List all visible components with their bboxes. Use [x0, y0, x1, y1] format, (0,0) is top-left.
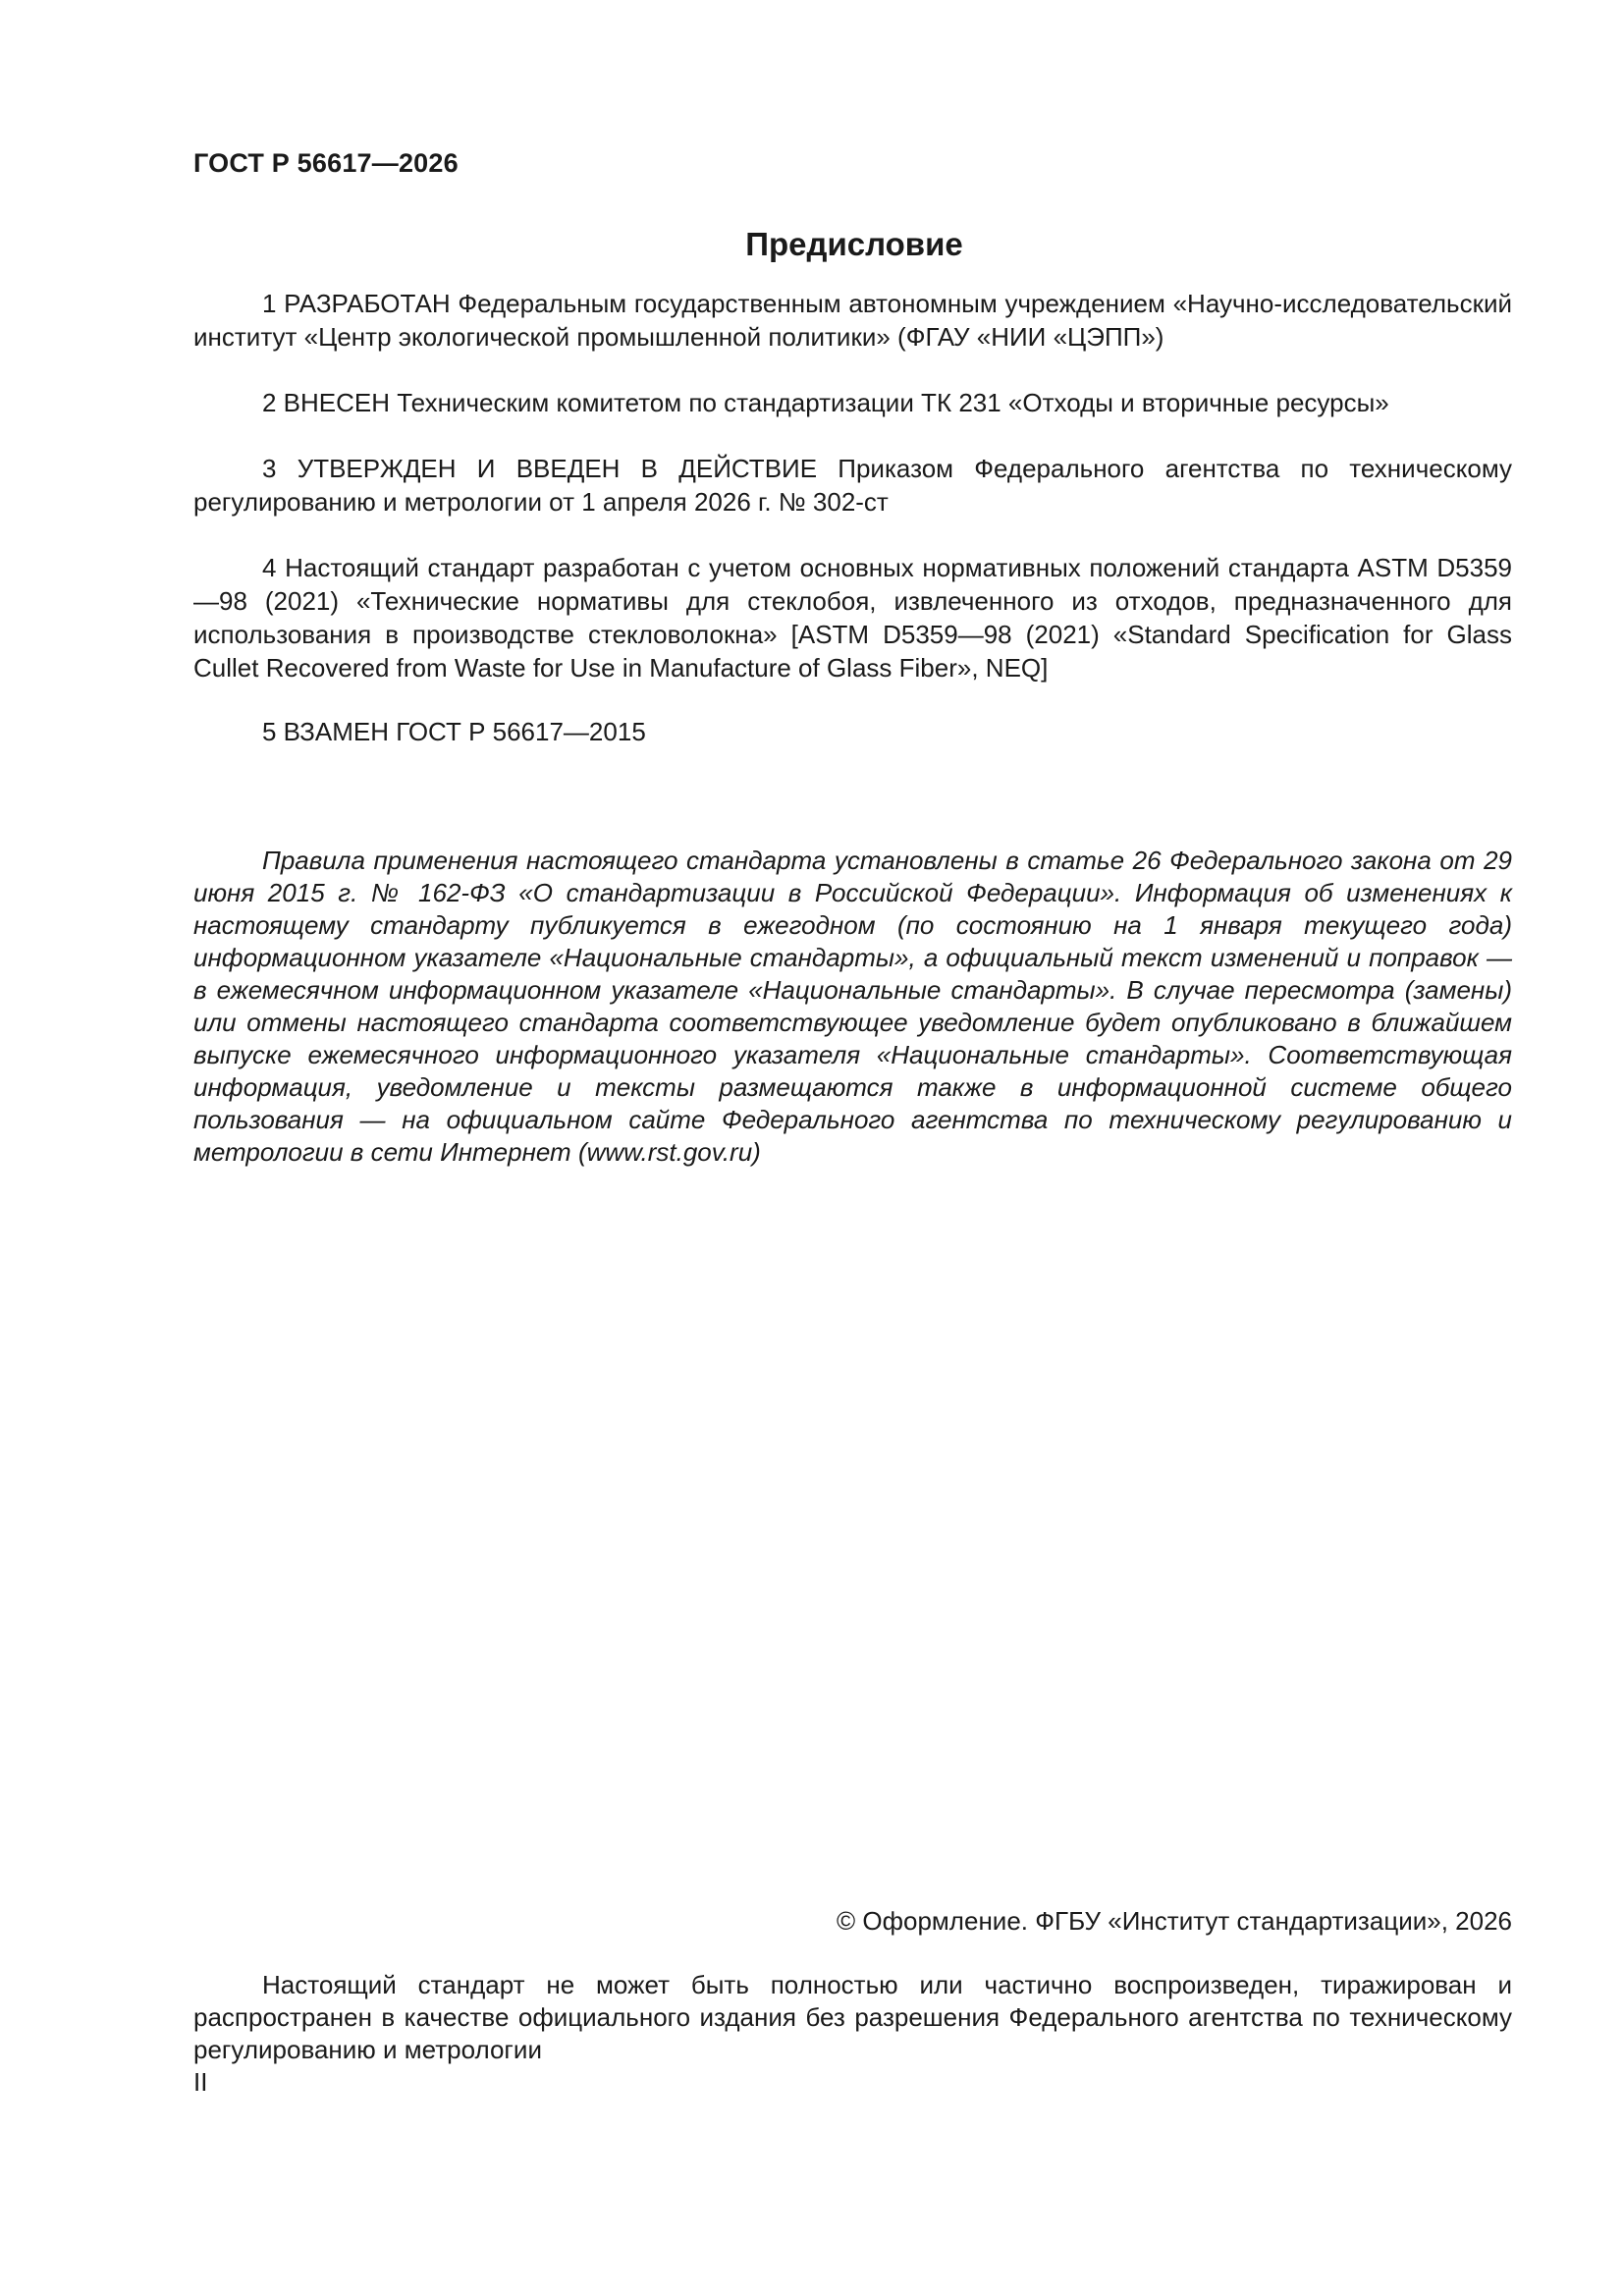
foreword-item-3-text: 3 УТВЕРЖДЕН И ВВЕДЕН В ДЕЙСТВИЕ Приказом Федерального агентства по техническому регулированию и метрологии от 1 апреля 2026 г. № 302-ст [193, 454, 1512, 517]
reproduction-rights-notice [193, 1969, 1512, 2066]
page-number: II [193, 2067, 208, 2097]
foreword-item-5-text: 5 ВЗАМЕН ГОСТ Р 56617—2015 [262, 717, 646, 746]
application-rules-text: Правила применения настоящего стандарта установлены в статье 26 Федерального закона от 29 июня 2015 г. № 162-ФЗ «О стандартизации в Российской Федерации». Информация об изменениях к настоящему стандарту публикуется в ежегодном (по состоянию на 1 января текущего года) информационном указателе «Национальные стандарты», а официальный текст изменений и поправок — в ежемесячном информационном указателе «Национальные стандарты». В случае пересмотра (замены) или отмены настоящего стандарта соответствующее уведомление будет опубликовано в ближайшем выпуске ежемесячного информационного указателя «Национальные стандарты». Соответствующая информация, уведомление и тексты размещаются также в информационной системе общего пользования — на официальном сайте Федерального агентства по техническому регулированию и метрологии в сети Интернет (www.rst.gov.ru) [193, 846, 1512, 1167]
foreword-item-4-text: 4 Настоящий стандарт разработан с учетом основных нормативных положений стандарта ASTM D5359—98 (2021) «Технические нормативы для стеклобоя, извлеченного из отходов, предназначенного для использования в производстве стекловолокна» [ASTM D5359—98 (2021) «Standard Specification for Glass Cullet Recovered from Waste for Use in Manufacture of Glass Fiber», NEQ] [193, 553, 1512, 683]
document-code: ГОСТ Р 56617—2026 [193, 148, 459, 178]
foreword-item-2-text: 2 ВНЕСЕН Техническим комитетом по стандартизации ТК 231 «Отходы и вторичные ресурсы» [262, 388, 1389, 417]
foreword-item-5 [193, 715, 1512, 748]
foreword-item-4 [193, 551, 1512, 684]
foreword-item-2 [193, 386, 1512, 419]
foreword-item-1-text: 1 РАЗРАБОТАН Федеральным государственным автономным учреждением «Научно-исследовательский институт «Центр экологической промышленной политики» (ФГАУ «НИИ «ЦЭПП») [193, 289, 1512, 352]
foreword-title: Предисловие [745, 226, 963, 262]
foreword-item-3 [193, 452, 1512, 519]
application-rules-notice [193, 845, 1512, 1169]
copyright-line: © Оформление. ФГБУ «Институт стандартизации», 2026 [837, 1906, 1512, 1936]
reproduction-rights-text: Настоящий стандарт не может быть полностью или частично воспроизведен, тиражирован и распространен в качестве официального издания без разрешения Федерального агентства по техническому регулированию и метрологии [193, 1970, 1512, 2064]
foreword-item-1 [193, 287, 1512, 354]
